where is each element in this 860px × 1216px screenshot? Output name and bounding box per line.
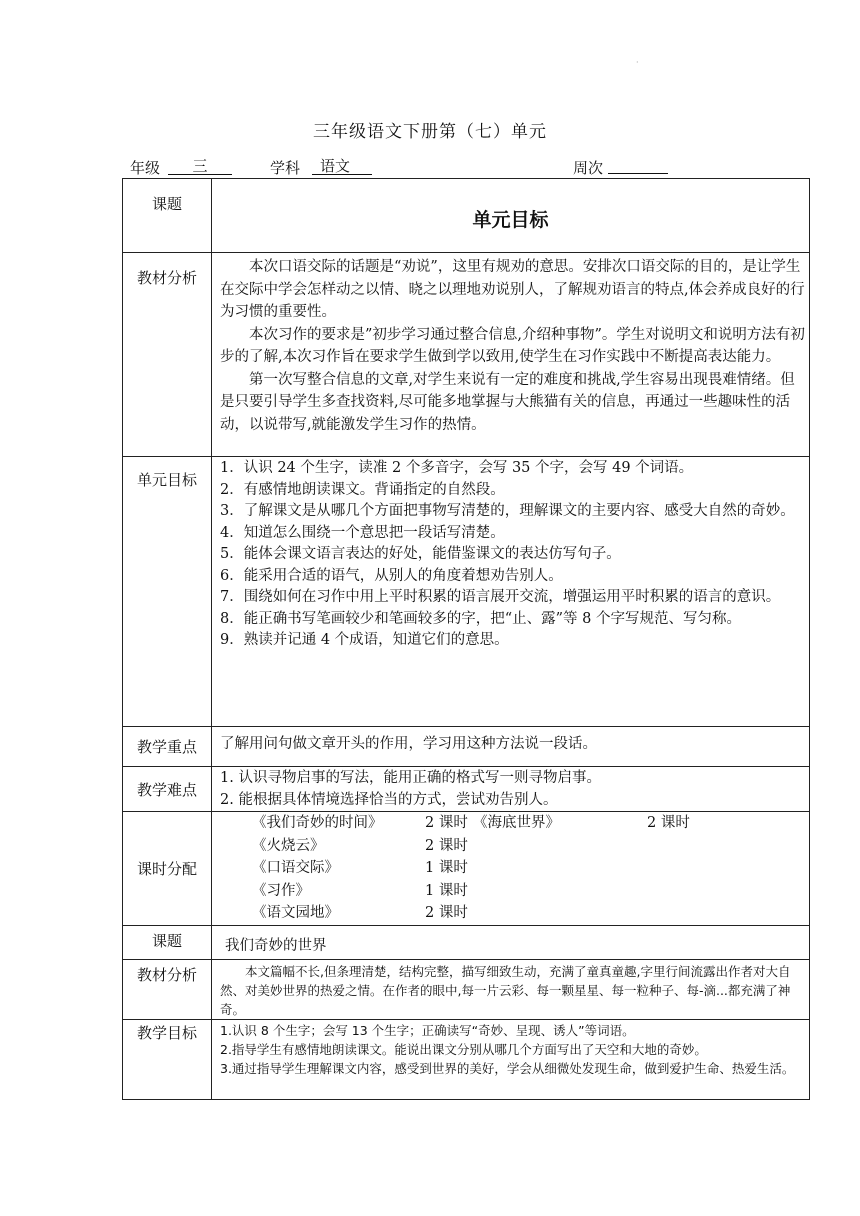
week-blank [608,157,668,174]
difficulty-item: 2. 能根据具体情境选择恰当的方式，尝试劝告别人。 [220,791,558,808]
schedule-row [212,880,809,903]
schedule-row [212,857,809,880]
unit-goals-cell [212,457,810,727]
week-label: 周次 [573,159,604,177]
difficulty-item: 1. 认识寻物启事的写法，能用正确的格式写一则寻物启事。 [220,770,601,786]
schedule-item-name: 《海底世界》 [473,815,560,831]
unit-goals-label: 单元目标 [123,457,212,727]
schedule-item-hours: 2 课时 [425,837,468,854]
schedule-item-hours: 2 课时 [647,815,690,831]
week-field [608,157,668,178]
schedule-item-name: 《语文园地》 [252,905,339,921]
schedule-item-hours: 1 课时 [425,860,468,876]
teaching-goals-label: 教学目标 [123,1019,212,1099]
grade-label: 年级 [130,159,161,177]
teaching-goal-item: 2.指导学生有感情地朗读课文。能说出课文分别从哪几个方面写出了天空和大地的奇妙。 [220,1041,707,1057]
unit-goal-item: 6．能采用合适的语气，从别人的角度着想劝告别人。 [220,567,563,584]
row-teaching-goals [123,1019,810,1099]
material-cell [212,253,810,457]
unit-goal-heading: 单元目标 [472,209,549,231]
lesson2-title: 我们奇妙的世界 [212,925,810,959]
material-paragraph: 第一次写整合信息的文章,对学生来说有一定的难度和挑战,学生容易出现畏难情绪。但是只要引导学生多查找资料,尽可能多地掌握与大熊猫有关的信息，再通过一些趣味性的活动，以说带写,就能激发学生习作的热情。 [220,371,795,433]
row-lesson [123,179,810,253]
material2-label: 教材分析 [123,959,212,1019]
row-schedule [123,812,810,926]
schedule-row [212,835,809,858]
teaching-goal-item: 3.通过指导学生理解课文内容，感受到世界的美好，学会从细微处发现生命，做到爱护生命、热爱生活。 [220,1060,795,1076]
unit-goal-item: 2．有感情地朗读课文。背诵指定的自然段。 [220,481,505,498]
schedule-row [212,902,809,925]
unit-goal-item: 7．围绕如何在习作中用上平时积累的语言展开交流，增强运用平时积累的语言的意识。 [220,589,781,605]
unit-goal-item: 9．熟读并记通 4 个成语，知道它们的意思。 [220,632,509,648]
schedule-cell [212,812,810,926]
lesson-plan-table [122,178,810,1100]
material-label: 教材分析 [123,253,212,457]
difficulties-cell [212,767,810,812]
lesson-label: 课题 [123,179,212,253]
difficulties-label: 教学难点 [123,767,212,812]
teaching-goals-cell [212,1019,810,1099]
row-material [123,253,810,457]
schedule-item-name: 《我们奇妙的时间》 [252,815,383,831]
row-key-points [123,727,810,767]
unit-goal-item: 4．知道怎么围绕一个意思把一段话写清楚。 [220,524,505,541]
subject-label: 学科 [270,159,301,177]
unit-goal-item: 5．能体会课文语言表达的好处，能借鉴课文的表达仿写句子。 [220,546,621,562]
subject-value: 语文 [312,158,372,175]
unit-goal-item: 8．能正确书写笔画较少和笔画较多的字，把“止、露”等 8 个字写规范、写匀称。 [220,610,741,627]
row-difficulties [123,767,810,812]
lesson2-label: 课题 [123,925,212,959]
row-unit-goals [123,457,810,727]
schedule-row [212,812,809,835]
schedule-item-name: 《火烧云》 [252,837,325,854]
subject-field [312,157,372,175]
grade-field [168,157,232,175]
material2-cell [212,959,810,1019]
key-points-label: 教学重点 [123,727,212,767]
unit-goal-item: 1．认识 24 个生字，读准 2 个多音字，会写 35 个字，会写 49 个词语。 [220,460,694,476]
schedule-item-hours: 2 课时 [425,905,468,921]
schedule-item-name: 《口语交际》 [252,860,339,876]
schedule-label: 课时分配 [123,812,212,926]
page-dot: · [636,58,639,67]
row-material-2 [123,959,810,1019]
material-paragraph: 本次口语交际的话题是“劝说”，这里有规劝的意思。安排次口语交际的目的，是让学生在交际中学会怎样动之以情、晓之以理地劝说别人，了解规劝语言的特点,体会养成良好的行为习惯的重要性。 [220,259,805,320]
material-paragraph: 本次习作的要求是”初步学习通过整合信息,介绍种事物”。学生对说明文和说明方法有初步的了解,本次习作旨在要求学生做到学以致用,使学生在习作实践中不断提高表达能力。 [220,326,805,365]
material2-text: 本文篇幅不长,但条理清楚，结构完整，描写细致生动，充满了童真童趣,字里行间流露出作者对大自然、对美妙世界的热爱之情。在作者的眼中,每一片云彩、每一颗星星、每一粒种子、每-滴...都充满了神奇。 [220,963,791,1017]
schedule-item-name: 《习作》 [252,882,310,899]
key-points-value: 了解用问句做文章开头的作用，学习用这种方法说一段话。 [212,727,810,767]
schedule-item-hours: 1 课时 [425,882,468,899]
schedule-item-hours: 2 课时 [425,815,468,831]
document-title: 三年级语文下册第（七）单元 [313,122,547,142]
unit-goal-cell [212,179,810,253]
row-lesson-2 [123,925,810,959]
unit-goal-item: 3．了解课文是从哪几个方面把事物写清楚的，理解课文的主要内容、感受大自然的奇妙。 [220,503,795,519]
teaching-goal-item: 1.认识 8 个生字；会写 13 个生字；正确读写“奇妙、呈现、诱人”等词语。 [220,1022,635,1038]
grade-value: 三 [168,158,232,175]
